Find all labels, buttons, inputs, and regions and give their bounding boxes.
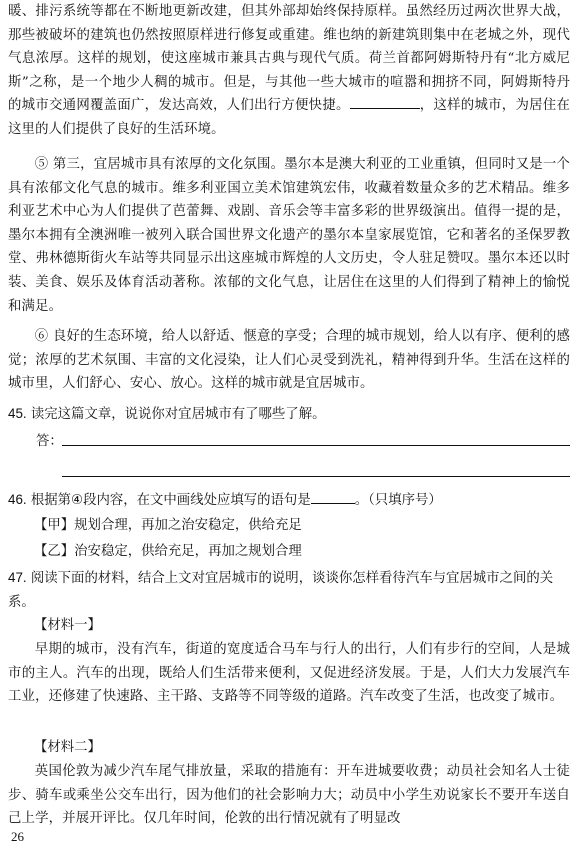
answer-blank[interactable]: [311, 489, 355, 504]
answer-line-1[interactable]: [62, 445, 570, 446]
paragraph-4-text-end: ，这样的城市，为居住在这里的人们提供了良好的生活环境。: [8, 98, 571, 137]
question-number: 46.: [8, 492, 27, 507]
question-text: 阅读下面的材料，结合上文对宜居城市的说明，谈谈你怎样看待汽车与宜居城市之间的关系。: [8, 571, 554, 610]
fill-in-blank-line: [350, 94, 420, 109]
passage-paragraph-4-continued: [8, 0, 570, 142]
question-45: [8, 402, 325, 427]
material-2-title: 【材料二】: [34, 740, 101, 755]
question-number: 45.: [8, 406, 27, 421]
question-text-end: 。（只填序号）: [354, 493, 442, 508]
paragraph-4-text: 暖、排污系统等都在不断地更新改建，但其外部却始终保持原样。虽然经历过两次世界大战，那些被破坏的建筑也仍然按照原样进行修复或重建。维也纳的新建筑則集中在老城之外，现代气息浓厚。这样的规划，使这座城市兼具古典与现代气质。荷兰首都阿姆斯特丹有“北方威尼斯”之称，是一个地少人稠的城市。但是，与其他一些大城市的喧嚣和拥挤不同，阿姆斯特丹的城市交通网覆盖面广，发达高效，人们出行方便快捷。: [8, 4, 570, 114]
page-number: 26: [11, 829, 24, 844]
question-number: 47.: [8, 570, 27, 585]
passage-paragraph-5: ⑤ 第三，宜居城市具有浓厚的文化氛围。墨尔本是澳大利亚的工业重镇，但同时又是一个具有浓郁文化气息的城市。维多利亚国立美术馆建筑宏伟，收藏着数量众多的艺术精品。维多利亚艺术中心为人们提供了芭蕾舞、戏剧、音乐会等丰富多彩的世界级演出。值得一提的是，墨尔本拥有全澳洲唯一被列入联合国世界文化遗产的墨尔本皇家展览馆，它和著名的圣保罗教堂、弗林德斯街火车站等共同显示出这座城市辉煌的人文历史，令人驻足赞叹。墨尔本还以时装、美食、娱乐及体育活动著称。浓郁的文化气息，让居住在这里的人们得到了精神上的愉悦和满足。: [8, 157, 570, 314]
question-text: 根据第④段内容，在文中画线处应填写的语句是: [30, 493, 311, 508]
material-1-text: 早期的城市，没有汽车，街道的宽度适合马车与行人的出行，人们有步行的空间，人是城市的主人。汽车的出现，既给人们生活带来便利，又促进经济发展。于是，人们大力发展汽车工业，还修建了快速路、主干路、支路等不同等级的道路。汽车改变了生活，也改变了城市。: [8, 642, 570, 705]
option-yi: 【乙】治安稳定，供给充足，再加之规划合理: [34, 544, 302, 559]
question-47: [8, 566, 570, 614]
question-46: [8, 488, 442, 513]
passage-paragraph-6: ⑥ 良好的生态环境，给人以舒适、惬意的享受；合理的城市规划，给人以有序、便利的感觉；浓厚的艺术氛围、丰富的文化浸染，让人们心灵受到洗礼，精神得到升华。生活在这样的城市里，人们舒心、安心、放心。这样的城市就是宜居城市。: [8, 329, 570, 392]
answer-label: 答：: [36, 434, 63, 449]
option-jia: 【甲】规划合理，再加之治安稳定，供给充足: [34, 518, 302, 533]
material-2-text: 英国伦敦为减少汽车尾气排放量，采取的措施有：开车进城要收费；动员社会知名人士徒步、骑车或乘坐公交车出行，因为他们的社会影响力大；动员中小学生劝说家长不要开车送自己上学，并展开评比。仅几年时间，伦敦的出行情况就有了明显改: [8, 764, 570, 827]
question-text: 读完这篇文章，说说你对宜居城市有了哪些了解。: [30, 407, 326, 422]
answer-line-2[interactable]: [62, 476, 570, 477]
material-1-title: 【材料一】: [34, 618, 101, 633]
